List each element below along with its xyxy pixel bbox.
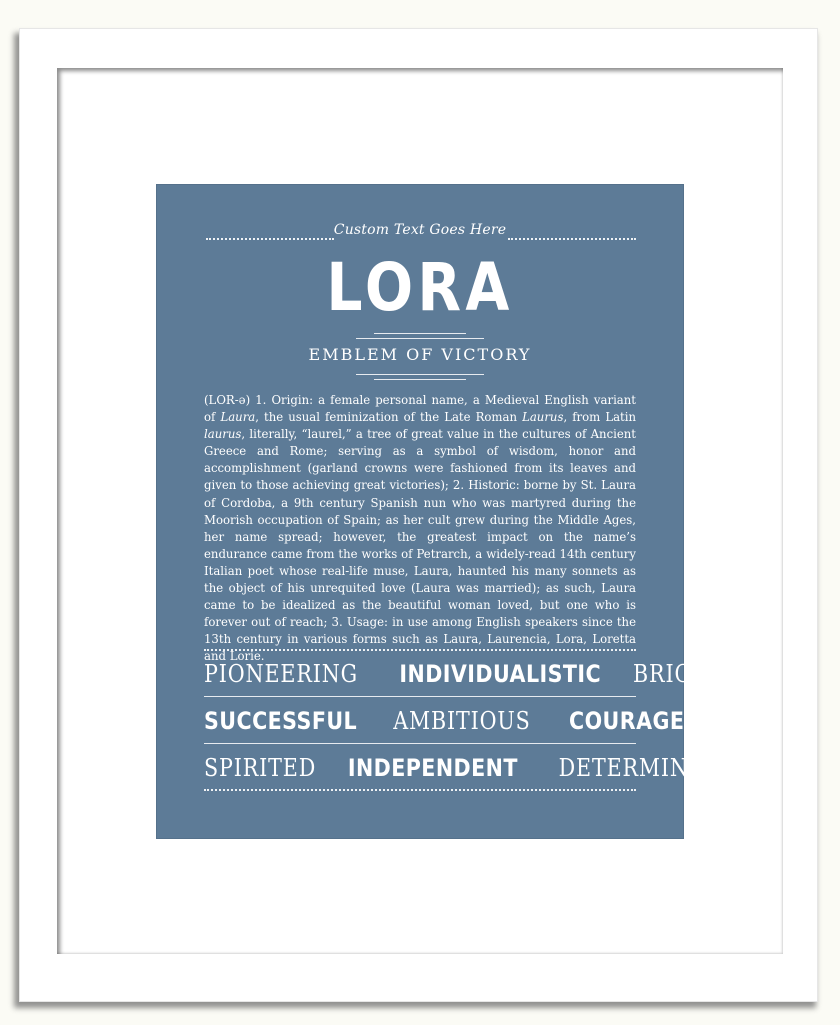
definition-segment: , literally, “laurel,” a tree of great value in the cultures of Ancient Greece and Rome; serving as a symbol of wisdom, honor and accomplishment (garland crowns were fashioned from its leaves and given to those achieving great victories); 2. Historic: borne by St. Laura of Cordoba, a 9th century Spanish nun who was martyred during the Moorish occupation of Spain; as her cult grew during the Middle Ages, her name spread; however, the greatest impact on the name’s endurance came from the works of Petrarch, a widely-read 14th century Italian poet whose real-life muse, Laura, haunted his many sonnets as the object of his unrequited love (Laura was married); as such, Laura came to be idealized as the beautiful woman loved, but one who is forever out of reach; 3. Usage: in use among English speakers since the 13th century in various forms such as Laura, Laurencia, Lora, Loretta and Lorie. (204, 427, 636, 664)
definition-segment: laurus (204, 427, 242, 442)
name-underline (374, 333, 466, 334)
trait-row-divider-1 (204, 696, 636, 697)
definition-segment: , the usual feminization of the Late Roman (255, 410, 523, 425)
meaning-underline-2 (374, 379, 466, 380)
definition-segment: Laurus (522, 410, 564, 425)
trait-row-2 (204, 704, 735, 738)
trait-word: COURAGEOUS (568, 707, 735, 735)
trait-word: INDIVIDUALISTIC (399, 660, 602, 688)
trait-word: INDEPENDENT (348, 754, 519, 782)
definition-segment: (LOR-ə) 1. Origin: a female personal name, a Medieval English variant of (204, 393, 636, 425)
traits-top-dotted-divider (204, 649, 636, 651)
name-meaning: EMBLEM OF VICTORY (308, 345, 532, 364)
trait-word: PIONEERING (204, 660, 359, 688)
trait-word: AMBITIOUS (393, 707, 531, 735)
top-right-dotted-divider (508, 238, 636, 240)
poster-name-title: LORA (326, 249, 514, 326)
definition-segment: , from Latin (563, 410, 637, 425)
name-definition (204, 392, 636, 666)
meaning-underline (356, 374, 484, 375)
trait-word: SUCCESSFUL (204, 707, 358, 735)
custom-text: Custom Text Goes Here (333, 222, 507, 238)
definition-segment: Laura (220, 410, 256, 425)
trait-word: DETERMINED (558, 754, 723, 782)
trait-row-3 (204, 751, 723, 785)
trait-row-divider-2 (204, 743, 636, 744)
trait-row-1 (204, 657, 725, 691)
top-left-dotted-divider (206, 238, 334, 240)
traits-bottom-dotted-divider (204, 789, 636, 791)
name-underline-2 (356, 338, 484, 339)
trait-word: SPIRITED (204, 754, 317, 782)
trait-word: BRIGHT (632, 660, 725, 688)
